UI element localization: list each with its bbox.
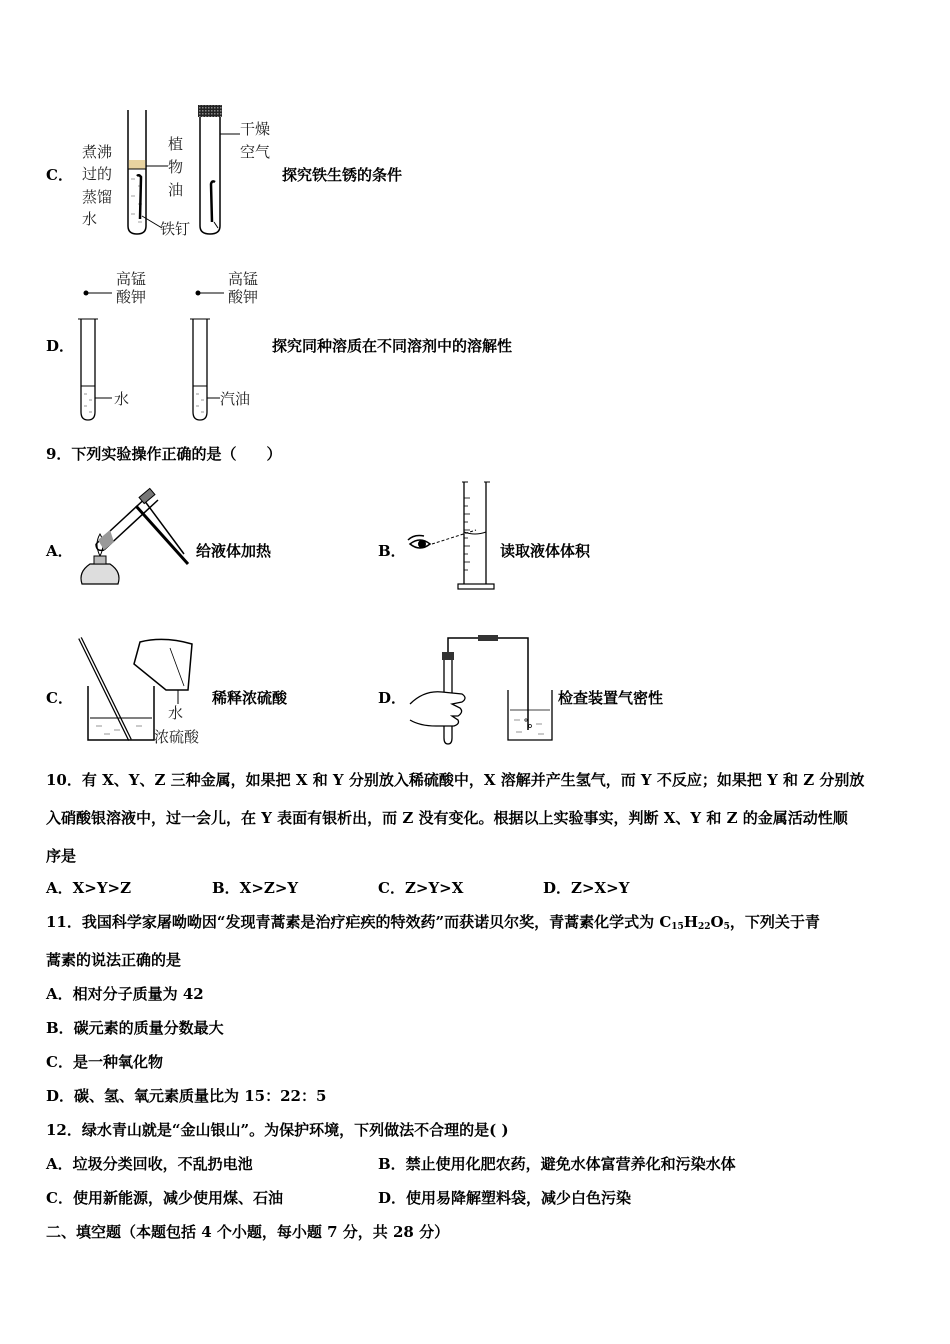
label-kmno4-2b: 酸钾: [228, 288, 259, 306]
q11-line-2: 蒿素的说法正确的是: [46, 951, 182, 969]
q11-option-d: D．碳、氢、氧元素质量比为 15：22：5: [46, 1087, 327, 1105]
label-oil-1: 植: [168, 135, 184, 153]
label-dry-1: 干燥: [240, 120, 271, 138]
section-2-heading: 二、填空题（本题包括 4 个小题，每小题 7 分，共 28 分）: [46, 1223, 450, 1241]
q10-option-d: D．Z>X>Y: [543, 879, 630, 897]
q8-c-letter: C．: [46, 166, 73, 184]
label-q9c-water: 水: [168, 704, 184, 722]
q12-stem: 12．绿水青山就是“金山银山”。为保护环境，下列做法不合理的是( ): [46, 1121, 509, 1139]
q12-option-b: B．禁止使用化肥农药，避免水体富营养化和污染水体: [378, 1155, 736, 1173]
label-boiled-4: 水: [82, 210, 98, 228]
q9-stem: 9．下列实验操作正确的是（ ）: [46, 445, 282, 463]
label-dry-2: 空气: [240, 143, 271, 161]
q12-option-a: A．垃圾分类回收，不乱扔电池: [46, 1155, 253, 1173]
q8-d-caption: 探究同种溶质在不同溶剂中的溶解性: [272, 337, 513, 355]
iron-rust-test-tubes-figure: [118, 104, 244, 239]
q11-option-a: A．相对分子质量为 42: [46, 985, 204, 1003]
label-oil-3: 油: [168, 181, 184, 199]
q9-a-letter: A．: [46, 542, 73, 560]
q10-line-2: 入硝酸银溶液中，过一会儿，在 Y 表面有银析出，而 Z 没有变化。根据以上实验事实，判断 X、Y 和 Z 的金属活动性顺: [46, 809, 848, 827]
q8-d-letter: D．: [46, 337, 75, 355]
q9-b-letter: B．: [378, 542, 406, 560]
label-gasoline: 汽油: [220, 390, 251, 408]
q9-c-letter: C．: [46, 689, 73, 707]
label-boiled-1: 煮沸: [82, 143, 113, 161]
q10-option-c: C．Z>Y>X: [378, 879, 464, 897]
label-kmno4-2a: 高锰: [228, 270, 259, 288]
label-boiled-2: 过的: [82, 165, 113, 183]
q11-line-1-post: ，下列关于青: [729, 913, 820, 931]
airtightness-check-figure: [406, 634, 556, 748]
label-kmno4-1a: 高锰: [116, 270, 147, 288]
q9-d-caption: 检查装置气密性: [558, 689, 664, 707]
label-boiled-3: 蒸馏: [82, 188, 113, 206]
heating-liquid-figure: [74, 484, 192, 596]
q9-b-caption: 读取液体体积: [500, 542, 591, 560]
q11-option-c: C．是一种氧化物: [46, 1053, 163, 1071]
label-kmno4-1b: 酸钾: [116, 288, 147, 306]
q11-line-1-pre: 11．我国科学家屠呦呦因“发现青蒿素是治疗疟疾的特效药”而获诺贝尔奖，青蒿素化学式为 C: [46, 913, 672, 931]
q9-a-caption: 给液体加热: [196, 542, 272, 560]
formula-sub-c: 15: [671, 922, 684, 932]
formula-sub-h: 22: [698, 922, 711, 932]
q12-option-c: C．使用新能源，减少使用煤、石油: [46, 1189, 283, 1207]
formula-sub-o: 5: [723, 922, 730, 932]
formula-h: H: [683, 913, 699, 931]
label-water: 水: [114, 390, 130, 408]
q8-c-caption: 探究铁生锈的条件: [282, 166, 403, 184]
label-oil-2: 物: [168, 158, 184, 176]
solubility-test-tubes-figure: [78, 282, 228, 424]
q11-option-b: B．碳元素的质量分数最大: [46, 1019, 224, 1037]
reading-cylinder-figure: [404, 478, 500, 594]
q10-line-1: 10．有 X、Y、Z 三种金属，如果把 X 和 Y 分别放入稀硫酸中，X 溶解并产生氢气，而 Y 不反应；如果把 Y 和 Z 分别放: [46, 771, 865, 789]
q10-option-b: B．X>Z>Y: [212, 879, 299, 897]
q10-line-3: 序是: [46, 847, 77, 865]
q9-c-caption: 稀释浓硫酸: [212, 689, 288, 707]
q10-option-a: A．X>Y>Z: [46, 879, 132, 897]
q11-line-1: [46, 912, 820, 937]
q12-option-d: D．使用易降解塑料袋，减少白色污染: [378, 1189, 632, 1207]
formula-o: O: [710, 913, 724, 931]
label-q9c-acid: 浓硫酸: [154, 728, 200, 746]
q9-d-letter: D．: [378, 689, 407, 707]
label-nail: 铁钉: [160, 220, 191, 238]
